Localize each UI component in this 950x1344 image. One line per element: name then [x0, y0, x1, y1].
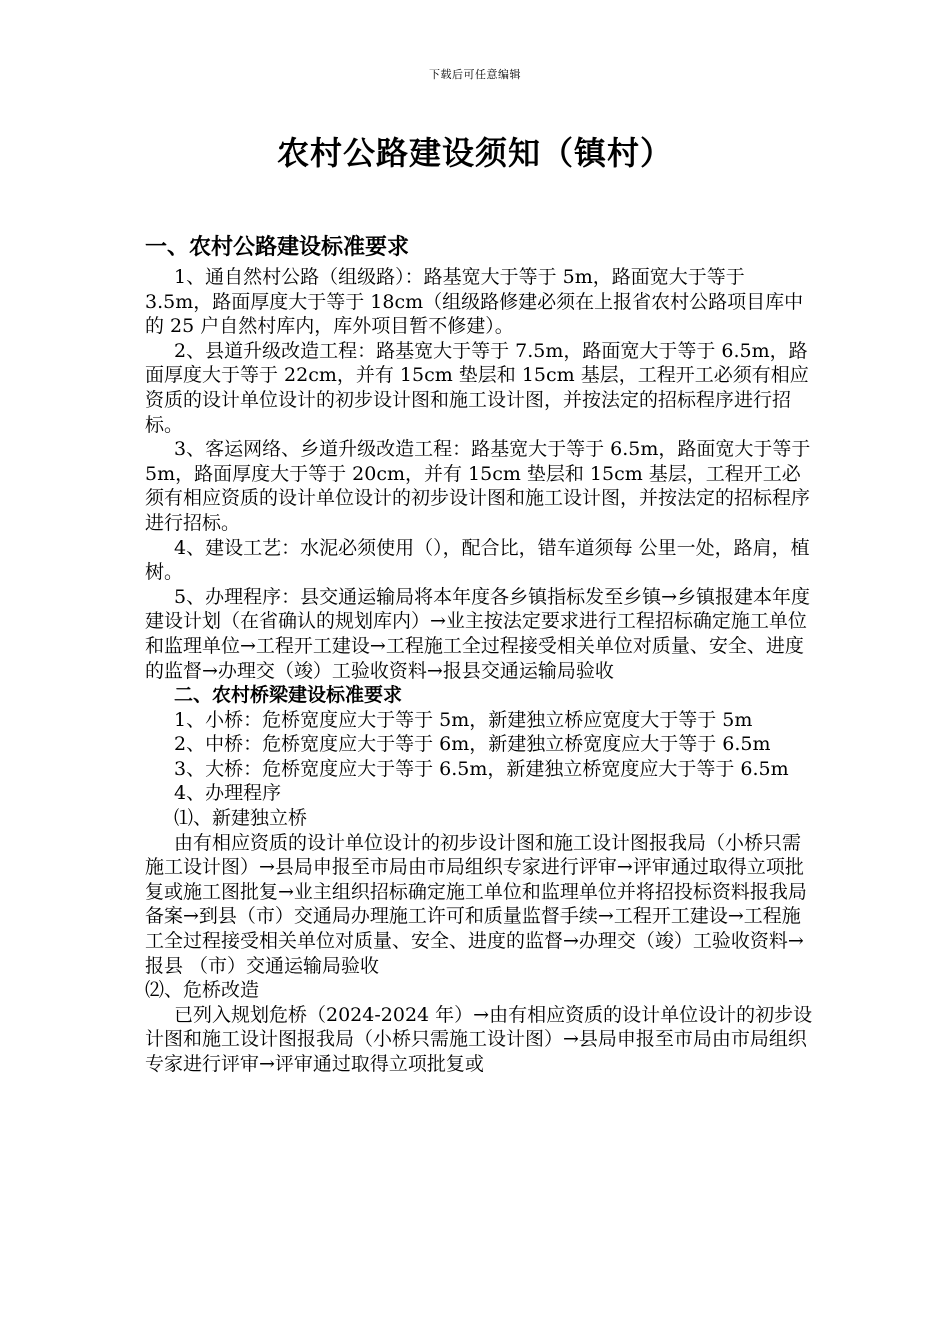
paragraph: 5、办理程序：县交通运输局将本年度各乡镇指标发至乡镇→乡镇报建本年度建设计划（在省确认的规划库内）→业主按法定要求进行工程招标确定施工单位和监理单位→工程开工建设→工程施工全过程接受相关单位对质量、安全、进度的监督→办理交（竣）工验收资料→报县交通运输局验收 — [145, 585, 811, 682]
paragraph: 由有相应资质的设计单位设计的初步设计图和施工设计图报我局（小桥只需施工设计图）→县局申报至市局由市局组织专家进行评审→评审通过取得立项批复或施工图批复→业主组织招标确定施工单位和监理单位并将招投标资料报我局备案→到县（市）交通局办理施工许可和质量监督手续→工程开工建设→工程施工全过程接受相关单位对质量、安全、进度的监督→办理交（竣）工验收资料→报县 （市）交通运输局验收 — [145, 831, 807, 977]
subsection-title: ⑵、危桥改造 — [145, 979, 260, 1002]
section-heading-1: 一、农村公路建设标准要求 — [145, 235, 410, 260]
paragraph: 2、县道升级改造工程：路基宽大于等于 7.5m，路面宽大于等于 6.5m，路面厚度大于等于 22cm，并有 15cm 垫层和 15cm 基层，工程开工必须有相应资质的设计单位设计的初步设计图和施工设计图，并按法定的招标程序进行招标。 — [145, 339, 809, 436]
document-title: 农村公路建设须知（镇村） — [276, 134, 673, 172]
paragraph: 3、客运网络、乡道升级改造工程：路基宽大于等于 6.5m，路面宽大于等于 5m，路面厚度大于等于 20cm，并有 15cm 垫层和 15cm 基层，工程开工必须有相应资质的设计单位设计的初步设计图和施工设计图，并按法定的招标程序进行招标。 — [145, 438, 811, 534]
paragraph: 3、大桥：危桥宽度应大于等于 6.5m，新建独立桥宽度应大于等于 6.5m — [174, 757, 789, 780]
paragraph: 1、小桥：危桥宽度应大于等于 5m，新建独立桥应宽度大于等于 5m — [174, 708, 753, 731]
document-body — [145, 234, 817, 1077]
paragraph: 2、中桥：危桥宽度应大于等于 6m，新建独立桥宽度应大于等于 6.5m — [174, 733, 771, 756]
subsection-title: ⑴、新建独立桥 — [174, 807, 308, 830]
header-note: 下载后可任意编辑 — [429, 68, 521, 81]
section-heading-2: 二、农村桥梁建设标准要求 — [174, 684, 403, 707]
paragraph: 4、办理程序 — [174, 782, 282, 805]
paragraph: 1、通自然村公路（组级路）：路基宽大于等于 5m，路面宽大于等于 3.5m，路面厚度大于等于 18cm（组级路修建必须在上报省农村公路项目库中的 25 户自然村库内，库外项目暂不修建）。 — [145, 266, 804, 338]
paragraph: 4、建设工艺：水泥必须使用（），配合比，错车道须每 公里一处，路肩，植树。 — [145, 536, 810, 584]
paragraph: 已列入规划危桥（2024-2024 年）→由有相应资质的设计单位设计的初步设计图和施工设计图报我局（小桥只需施工设计图）→县局申报至市局由市局组织专家进行评审→评审通过取得立项批复或 — [145, 1003, 813, 1075]
